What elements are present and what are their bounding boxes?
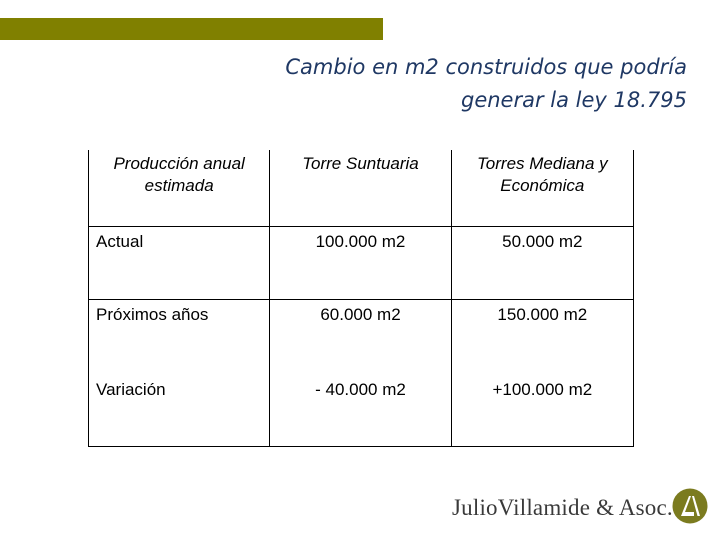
cell-value: 60.000 m2 <box>270 299 451 375</box>
accent-bar <box>0 18 383 40</box>
table-row <box>89 226 634 299</box>
slide-title <box>187 51 687 117</box>
row-label: Actual <box>89 226 270 299</box>
table-header-row <box>89 150 634 226</box>
row-label: Próximos años <box>89 299 270 375</box>
cell-value: 150.000 m2 <box>451 299 633 375</box>
cell-value: 100.000 m2 <box>270 226 451 299</box>
table-row <box>89 375 634 446</box>
row-label: Variación <box>89 375 270 446</box>
slide-title-line-2: generar la ley 18.795 <box>460 88 687 112</box>
cell-value: - 40.000 m2 <box>270 375 451 446</box>
production-table <box>88 150 634 447</box>
logo-circle <box>673 489 708 524</box>
header-torres-mediana: Torres Mediana y Económica <box>451 150 633 226</box>
brand-name: JulioVillamide & Asoc. <box>452 495 673 520</box>
jv-monogram-icon <box>672 488 708 524</box>
cell-value: 50.000 m2 <box>451 226 633 299</box>
header-production-label: Producción anual estimada <box>89 150 270 226</box>
table-row <box>89 299 634 375</box>
slide-title-line-1: Cambio en m2 construidos que podría <box>285 55 687 79</box>
cell-value: +100.000 m2 <box>451 375 633 446</box>
header-torre-suntuaria: Torre Suntuaria <box>270 150 451 226</box>
